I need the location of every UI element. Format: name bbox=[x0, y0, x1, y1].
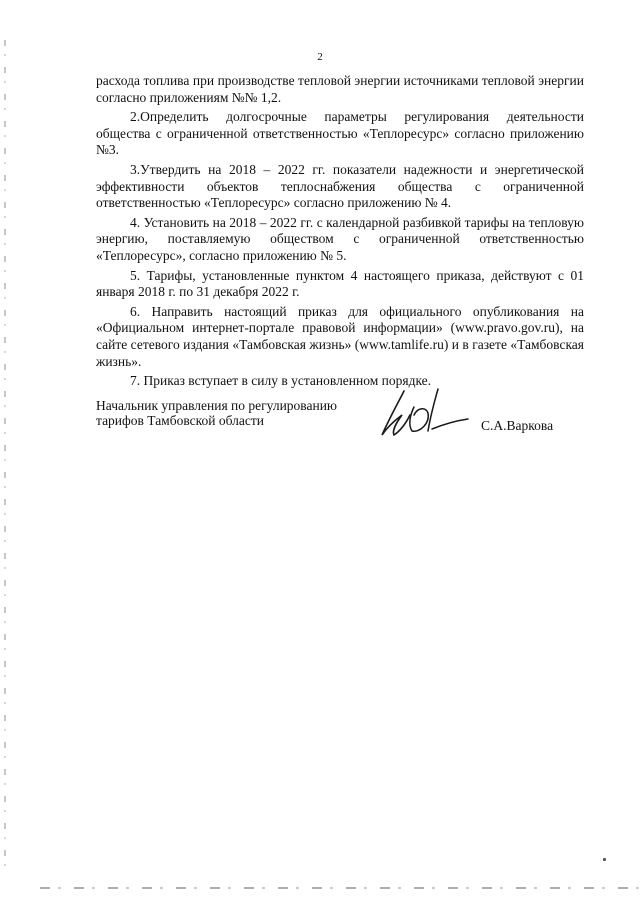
page-number: 2 bbox=[317, 51, 323, 63]
scan-speck bbox=[603, 858, 606, 861]
signatory-name: С.А.Варкова bbox=[481, 418, 554, 433]
document-body bbox=[96, 73, 584, 393]
paragraph-item-7: 7. Приказ вступает в силу в установленном порядке. bbox=[130, 373, 432, 389]
paragraph-item-6: 6. Направить настоящий приказ для официального опубликования на «Официальном интернет-портале правовой информации» (www.pravo.gov.ru), на сайте сетевого издания «Тамбовская жизнь» (www.tamlife.ru) и в газете «Тамбовская жизнь». bbox=[96, 303, 584, 369]
paragraph-item-3: 3.Утвердить на 2018 – 2022 гг. показатели надежности и энергетической эффективности объектов теплоснабжения общества с ограниченной ответственностью «Теплоресурс» согласно приложению № 4. bbox=[96, 161, 584, 211]
paragraph-item-2: 2.Определить долгосрочные параметры регулирования деятельности общества с ограниченной ответственностью «Теплоресурс» согласно приложению №3. bbox=[96, 109, 584, 158]
scan-edge-artifact bbox=[4, 40, 6, 870]
signatory-position-line2: тарифов Тамбовской области bbox=[96, 413, 264, 428]
paragraph-item-4: 4. Установить на 2018 – 2022 гг. с календарной разбивкой тарифы на тепловую энергию, поставляемую обществом с ограниченной ответственностью «Теплоресурс», согласно приложению № 5. bbox=[96, 214, 584, 263]
bottom-edge-artifact bbox=[40, 887, 640, 889]
signatory-position-line1: Начальник управления по регулированию bbox=[96, 398, 338, 413]
signatory-position bbox=[96, 398, 396, 428]
paragraph-continuation: расхода топлива при производстве тепловой энергии источниками тепловой энергии согласно приложениям №№ 1,2. bbox=[96, 73, 584, 105]
paragraph-item-5: 5. Тарифы, установленные пунктом 4 настоящего приказа, действуют с 01 января 2018 г. по 31 декабря 2022 г. bbox=[96, 267, 584, 300]
handwritten-signature bbox=[376, 385, 476, 443]
